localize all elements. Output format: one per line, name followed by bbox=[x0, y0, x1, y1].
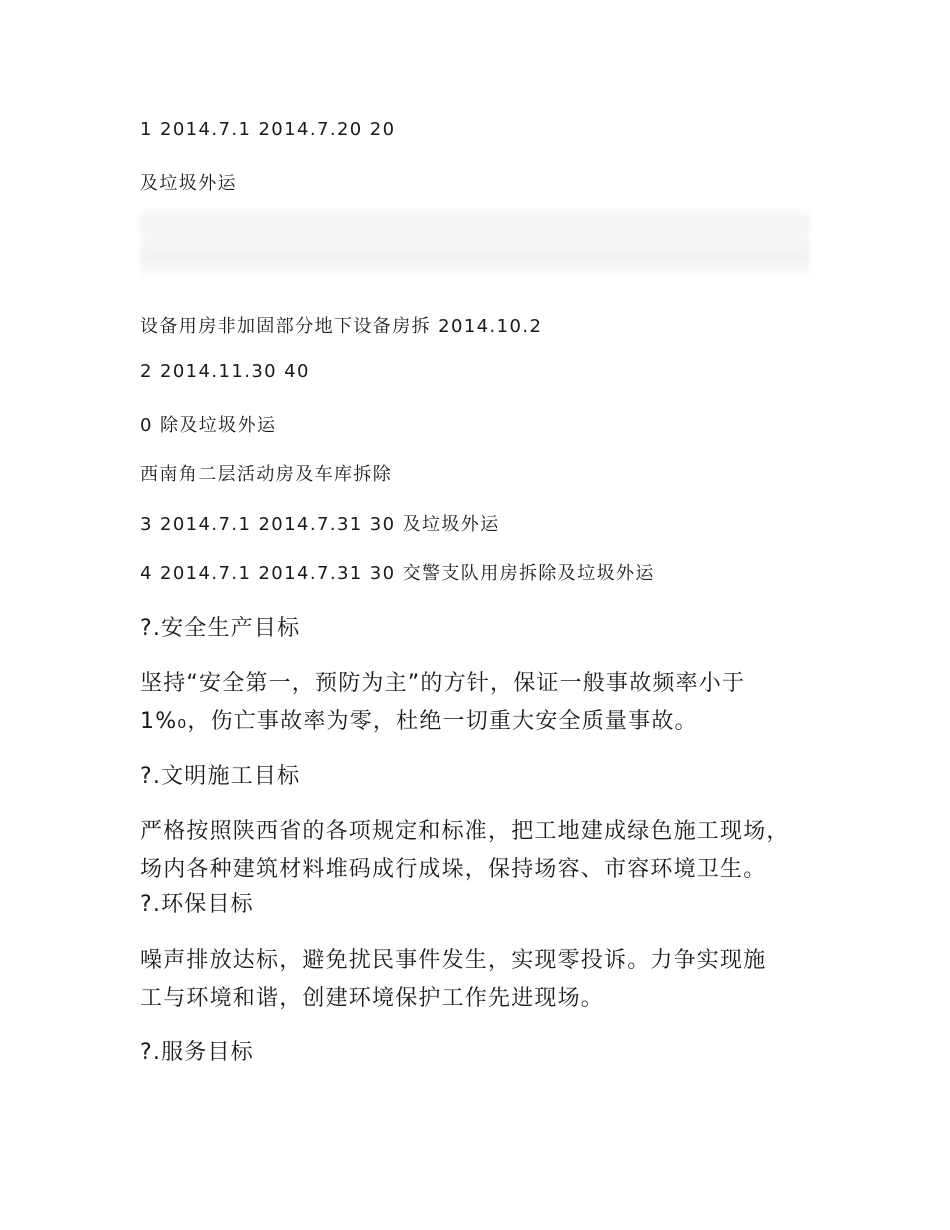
service-heading: ?.服务目标 bbox=[140, 1040, 254, 1065]
safety-paragraph-line-2: 1%₀，伤亡事故率为零，杜绝一切重大安全质量事故。 bbox=[140, 709, 698, 734]
environment-paragraph-line-1: 噪声排放达标，避免扰民事件发生，实现零投诉。力争实现施 bbox=[140, 948, 767, 973]
environment-paragraph-line-2: 工与环境和谐，创建环境保护工作先进现场。 bbox=[140, 986, 605, 1011]
schedule-row-2-desc: 设备用房非加固部分地下设备房拆 2014.10.2 bbox=[140, 316, 543, 337]
schedule-row-2: 2 2014.11.30 40 bbox=[140, 361, 310, 382]
schedule-row-1: 1 2014.7.1 2014.7.20 20 bbox=[140, 119, 396, 140]
environment-heading: ?.环保目标 bbox=[140, 892, 254, 917]
schedule-row-1-note: 及垃圾外运 bbox=[140, 173, 237, 194]
schedule-row-2-note: 0 除及垃圾外运 bbox=[140, 415, 277, 436]
safety-paragraph-line-1: 坚持“安全第一，预防为主”的方针，保证一般事故频率小于 bbox=[140, 671, 746, 696]
blurred-text-region bbox=[140, 206, 810, 280]
civilized-paragraph-line-2: 场内各种建筑材料堆码成行成垛，保持场容、市容环境卫生。 bbox=[140, 857, 767, 882]
safety-heading: ?.安全生产目标 bbox=[140, 616, 301, 641]
schedule-row-3: 3 2014.7.1 2014.7.31 30 及垃圾外运 bbox=[140, 514, 500, 535]
civilized-paragraph-line-1: 严格按照陕西省的各项规定和标准，把工地建成绿色施工现场， bbox=[140, 819, 790, 844]
civilized-heading: ?.文明施工目标 bbox=[140, 764, 301, 789]
schedule-row-4: 4 2014.7.1 2014.7.31 30 交警支队用房拆除及垃圾外运 bbox=[140, 563, 655, 584]
schedule-row-3-desc: 西南角二层活动房及车库拆除 bbox=[140, 464, 393, 485]
